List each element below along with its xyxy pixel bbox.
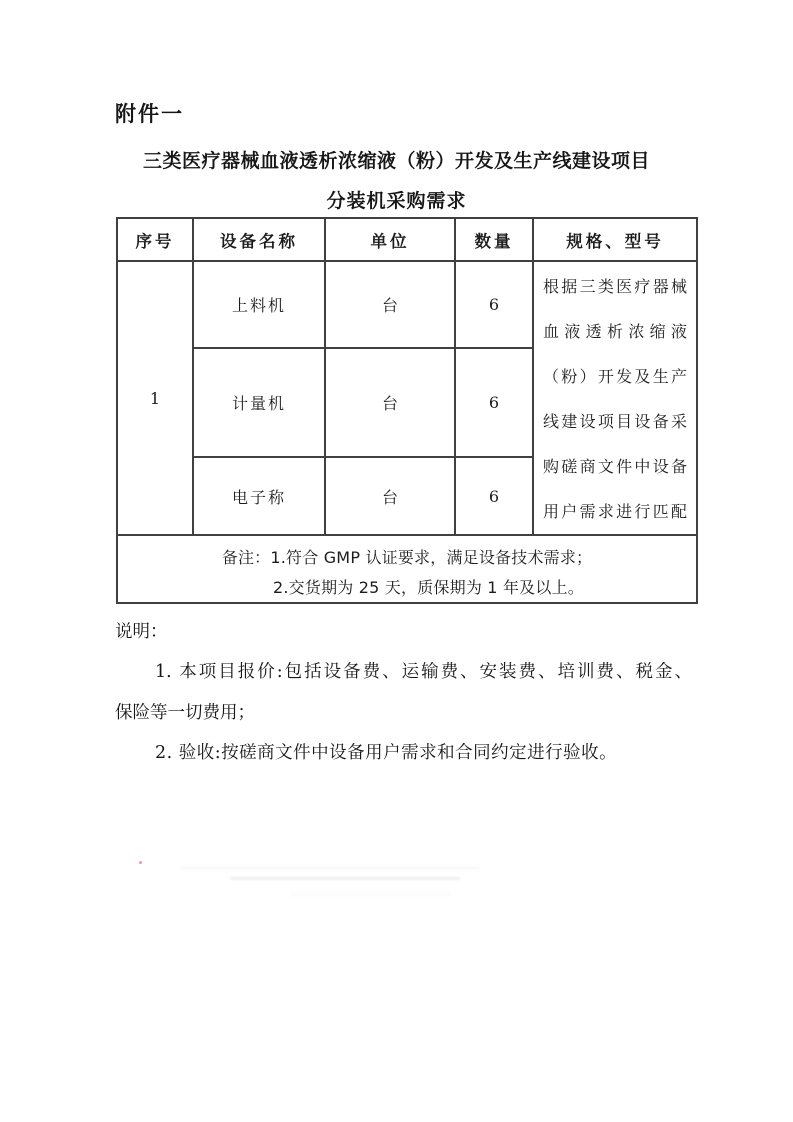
cell-remark	[117, 535, 697, 603]
smudge-streak	[230, 877, 460, 880]
smudge-streak	[180, 867, 480, 869]
spec-line: 线建设项目设备采	[543, 412, 687, 431]
cell-qty: 6	[455, 261, 533, 348]
notes-label: 说明：	[115, 622, 168, 642]
remark-text-1: 1.符合 GMP 认证要求，满足设备技术需求；	[270, 547, 593, 567]
remark-line-1	[124, 546, 690, 570]
cell-unit: 台	[325, 261, 455, 348]
cell-qty: 6	[455, 348, 533, 457]
spec-line: 用户需求进行匹配	[543, 502, 687, 521]
header-unit: 单位	[325, 218, 455, 261]
header-qty: 数量	[455, 218, 533, 261]
document-subtitle: 分装机采购需求	[326, 190, 467, 212]
cell-device-name: 上料机	[193, 261, 325, 348]
notes-line-2: 保险等一切费用；	[115, 703, 255, 723]
scanner-smudge-artifact	[170, 855, 570, 910]
header-serial: 序号	[117, 218, 193, 261]
procurement-table	[116, 217, 698, 604]
notes-line-3: 2. 验收:按磋商文件中设备用户需求和合同约定进行验收。	[155, 743, 618, 763]
table-row	[117, 261, 697, 348]
cell-unit: 台	[325, 348, 455, 457]
red-speck-artifact	[139, 861, 142, 864]
cell-spec-model	[533, 261, 697, 535]
table-header-row	[117, 218, 697, 261]
smudge-streak	[290, 893, 450, 895]
cell-device-name: 计量机	[193, 348, 325, 457]
cell-unit: 台	[325, 457, 455, 535]
header-device-name: 设备名称	[193, 218, 325, 261]
document-title: 三类医疗器械血液透析浓缩液（粉）开发及生产线建设项目	[142, 150, 650, 172]
cell-device-name: 电子称	[193, 457, 325, 535]
header-spec-model: 规格、型号	[533, 218, 697, 261]
attachment-label: 附件一	[115, 102, 184, 126]
cell-qty: 6	[455, 457, 533, 535]
spec-line: 购磋商文件中设备	[543, 457, 687, 476]
spec-line: 血液透析浓缩液	[543, 322, 687, 341]
remark-line-2: 2.交货期为 25 天，质保期为 1 年及以上。	[273, 577, 584, 597]
notes-line-1: 1. 本项目报价:包括设备费、运输费、安装费、培训费、税金、	[155, 662, 692, 682]
remark-label: 备注：	[221, 547, 271, 567]
cell-serial-no: 1	[117, 261, 193, 535]
spec-line: 根据三类医疗器械	[543, 277, 687, 296]
table-remark-row	[117, 535, 697, 603]
spec-line: （粉）开发及生产	[543, 367, 687, 386]
